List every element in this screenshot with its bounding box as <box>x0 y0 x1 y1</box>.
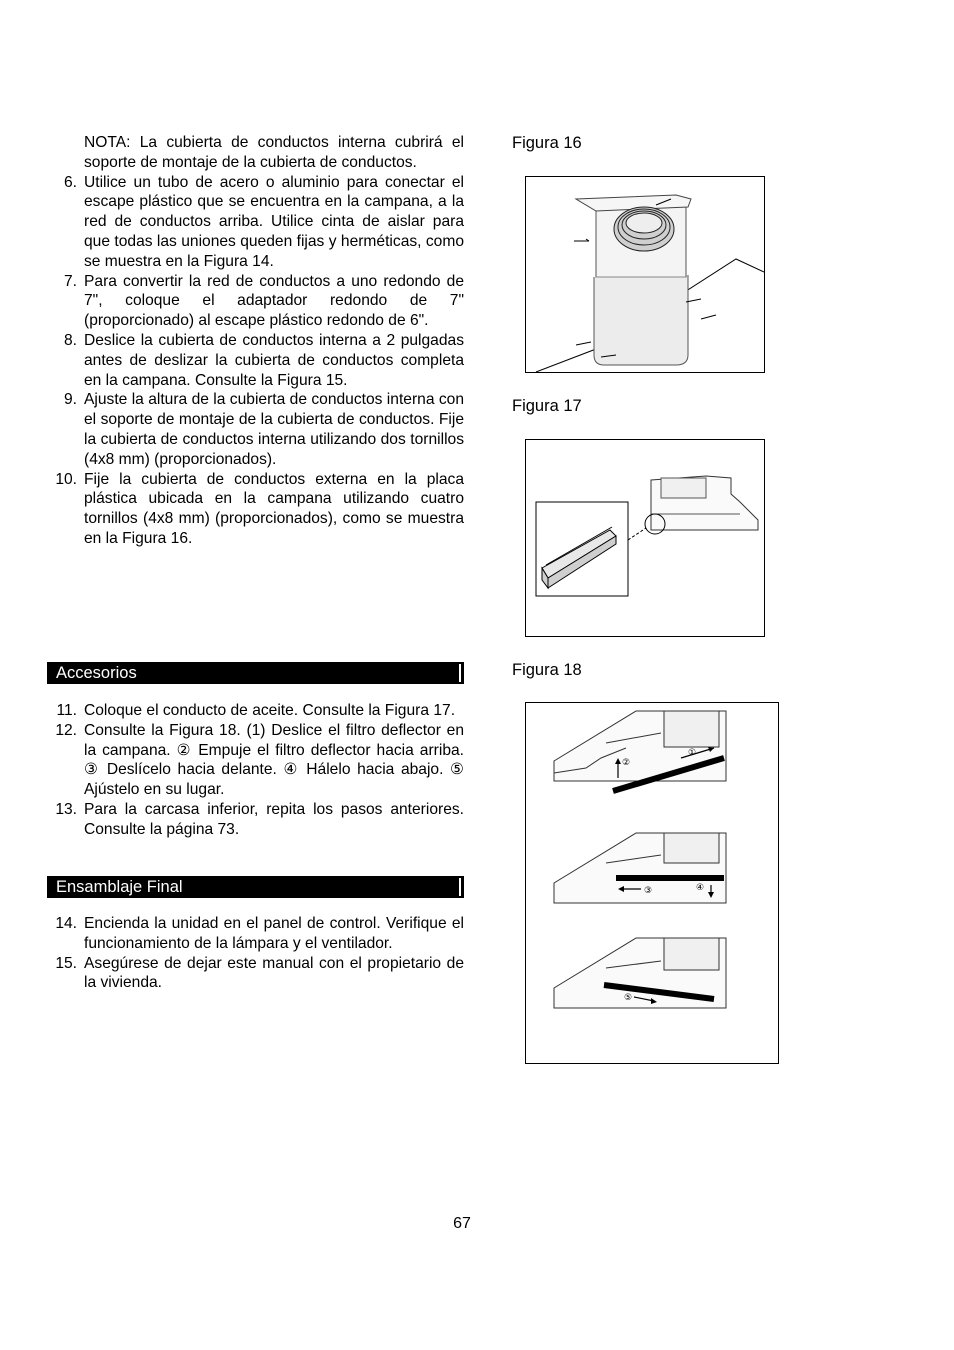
steps-list-accesorios <box>47 701 464 840</box>
list-item <box>47 390 464 469</box>
step-number: 7. <box>63 272 77 290</box>
step-text: Fije la cubierta de conductos externa en la placa plástica ubicada en la campana utilizando cuatro tornillos (4x8 mm) (proporcionados), como se muestra en la Figura 16. <box>84 470 464 547</box>
step-number: 15. <box>55 954 77 972</box>
list-item <box>47 272 464 331</box>
list-item <box>47 954 464 994</box>
step-mark-5: ⑤ <box>624 993 633 1003</box>
figure-17-caption: Figura 17 <box>512 397 582 415</box>
final-block <box>47 914 464 993</box>
step-text: Utilice un tubo de acero o aluminio para conectar el escape plástico que se encuentra en la campana, a la red de conductos arriba. Utilice cinta de aislar para que todas las uniones queden fijas y herméticas, como se muestra en la Figura 14. <box>84 173 464 270</box>
steps-list-final <box>47 914 464 993</box>
list-item <box>47 470 464 549</box>
step-number: 8. <box>63 331 77 349</box>
list-item <box>47 914 464 954</box>
figure-18-baffle-filter-illustration <box>525 702 779 1064</box>
step-number: 10. <box>55 470 77 488</box>
figure-16-duct-cover-illustration <box>525 176 765 373</box>
figure-17-oil-duct-illustration <box>525 439 765 637</box>
step-text: Consulte la Figura 18. (1) Deslice el filtro deflector en la campana. ② Empuje el filtro deflector hacia arriba. ③ Deslícelo hacia delante. ④ Hálelo hacia abajo. ⑤ Ajústelo en su lugar. <box>84 721 464 799</box>
section-heading-ensamblaje-final: Ensamblaje Final <box>47 876 464 898</box>
step-text: Deslice la cubierta de conductos interna a 2 pulgadas antes de deslizar la cubierta de conductos completa en la campana. Consulte la Figura 15. <box>84 331 464 389</box>
note-paragraph: NOTA: La cubierta de conductos interna cubrirá el soporte de montaje de la cubierta de conductos. <box>84 134 464 171</box>
step-text: Ajuste la altura de la cubierta de conductos interna con el soporte de montaje de la cubierta de conductos. Fije la cubierta de conductos interna utilizando dos tornillos (4x8 mm) (proporcionados). <box>84 391 464 468</box>
step-number: 11. <box>56 702 77 719</box>
page-number: 67 <box>453 1215 471 1232</box>
list-item <box>47 721 464 800</box>
figure-16-caption: Figura 16 <box>512 134 582 152</box>
list-item <box>47 331 464 390</box>
steps-list-installation <box>47 173 464 549</box>
step-mark-4: ④ <box>696 883 705 893</box>
step-number: 14. <box>55 915 77 932</box>
list-item <box>47 701 464 721</box>
step-mark-3: ③ <box>644 886 653 896</box>
step-number: 9. <box>63 391 77 409</box>
step-mark-1: ① <box>688 748 697 758</box>
step-number: 12. <box>55 721 77 739</box>
list-item <box>47 800 464 840</box>
figure-18-caption: Figura 18 <box>512 661 582 679</box>
step-text: Encienda la unidad en el panel de control. Verifique el funcionamiento de la lámpara y el ventilador. <box>84 915 464 952</box>
step-text: Para convertir la red de conductos a uno redondo de 7", coloque el adaptador redondo de 7" (proporcionado) al escape plástico redondo de 6". <box>84 272 464 330</box>
step-number: 6. <box>63 173 77 191</box>
step-number: 13. <box>55 800 77 818</box>
section-heading-accesorios: Accesorios <box>47 662 464 684</box>
step-text: Asegúrese de dejar este manual con el propietario de la vivienda. <box>84 954 464 992</box>
step-text: Coloque el conducto de aceite. Consulte la Figura 17. <box>84 702 456 719</box>
list-item <box>47 173 464 272</box>
step-mark-2: ② <box>622 758 631 768</box>
left-column <box>47 133 464 549</box>
step-text: Para la carcasa inferior, repita los pasos anteriores. Consulte la página 73. <box>84 800 464 838</box>
accesorios-block <box>47 701 464 840</box>
